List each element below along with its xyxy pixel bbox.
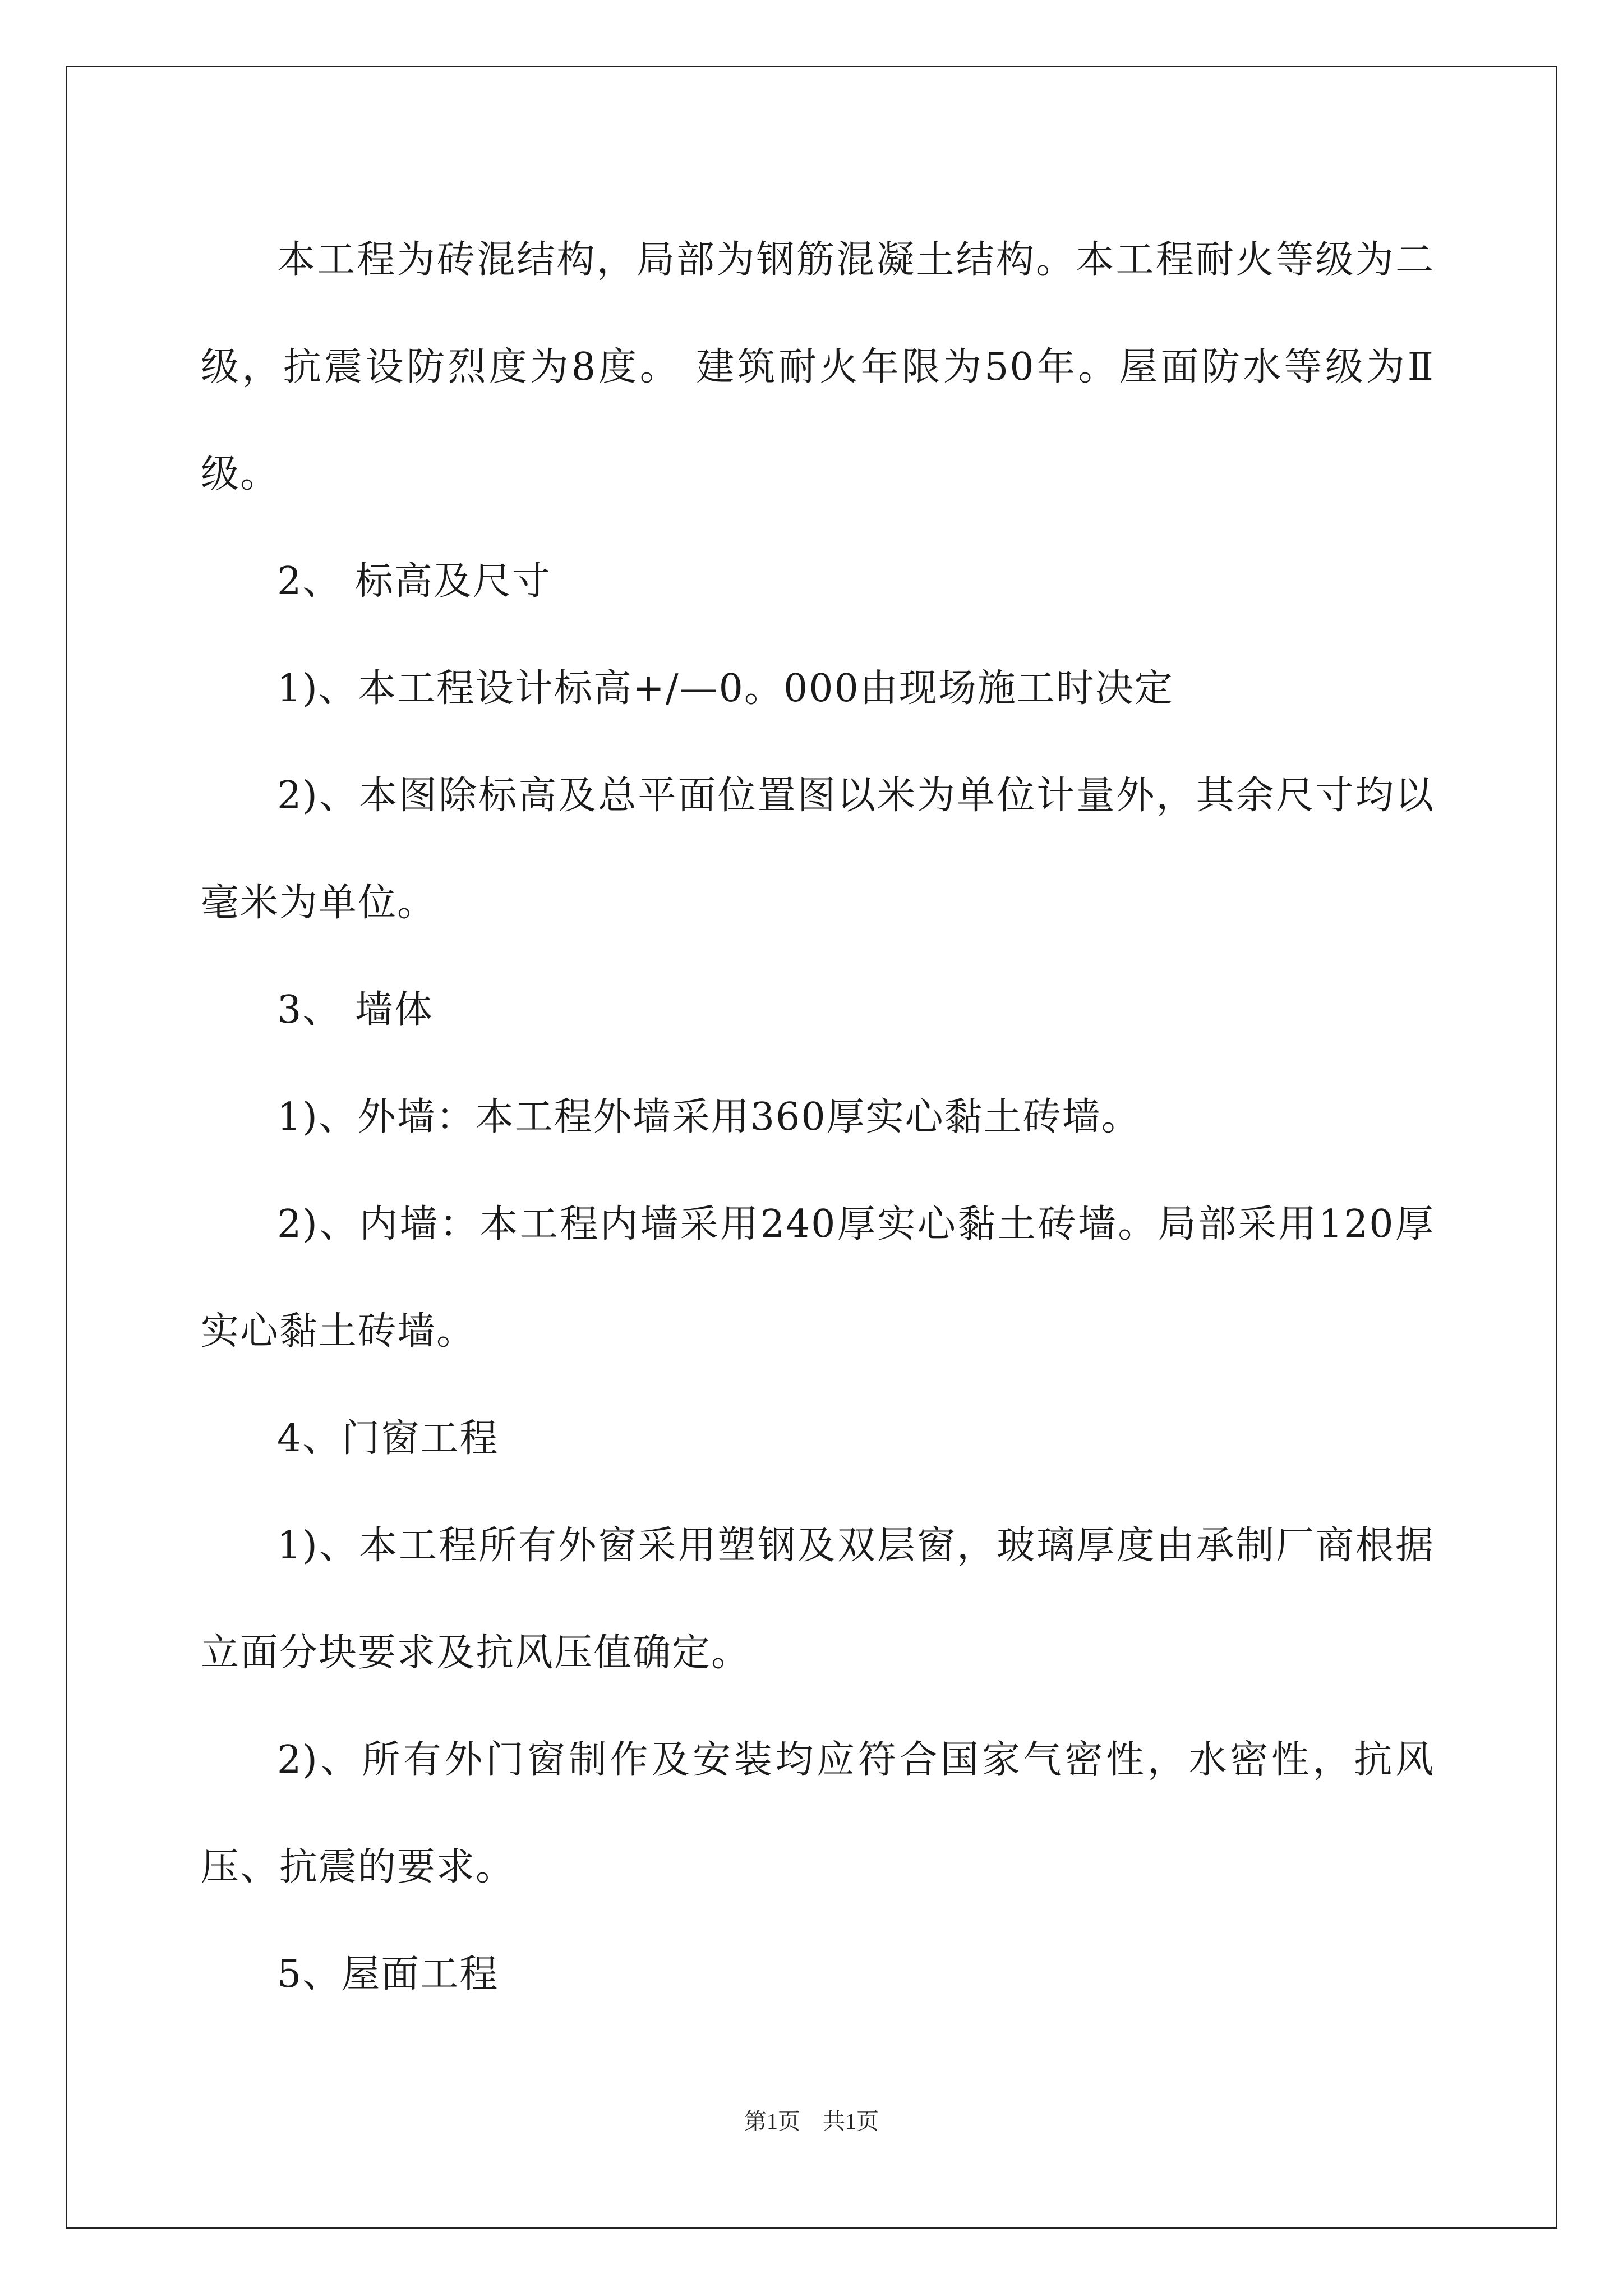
heading-elevation-dimensions: 2、 标高及尺寸 xyxy=(277,559,551,604)
heading-doors-windows: 4、门窗工程 xyxy=(277,1416,499,1461)
document-body xyxy=(201,206,1435,2028)
paragraph-exterior-windows: 1)、本工程所有外窗采用塑钢及双层窗，玻璃厚度由承制厂商根据立面分块要求及抗风压值确定。 xyxy=(201,1524,1435,1675)
paragraph-structure-overview: 本工程为砖混结构，局部为钢筋混凝土结构。本工程耐火等级为二级，抗震设防烈度为8度。 建筑耐火年限为50年。屋面防水等级为Ⅱ级。 xyxy=(201,238,1435,496)
page-number-footer: 第1页 共1页 xyxy=(744,2109,879,2134)
paragraph-design-elevation: 1)、本工程设计标高+/—0。000由现场施工时决定 xyxy=(277,666,1174,711)
paragraph-door-window-requirements: 2)、所有外门窗制作及安装均应符合国家气密性，水密性，抗风压、抗震的要求。 xyxy=(201,1738,1435,1889)
paragraph-interior-walls: 2)、内墙：本工程内墙采用240厚实心黏土砖墙。局部采用120厚实心黏土砖墙。 xyxy=(201,1202,1435,1354)
heading-roofing: 5、屋面工程 xyxy=(277,1952,499,1996)
paragraph-dimension-units: 2)、本图除标高及总平面位置图以米为单位计量外，其余尺寸均以毫米为单位。 xyxy=(201,774,1435,925)
paragraph-exterior-walls: 1)、外墙：本工程外墙采用360厚实心黏土砖墙。 xyxy=(277,1095,1141,1139)
heading-walls: 3、 墙体 xyxy=(277,988,434,1032)
